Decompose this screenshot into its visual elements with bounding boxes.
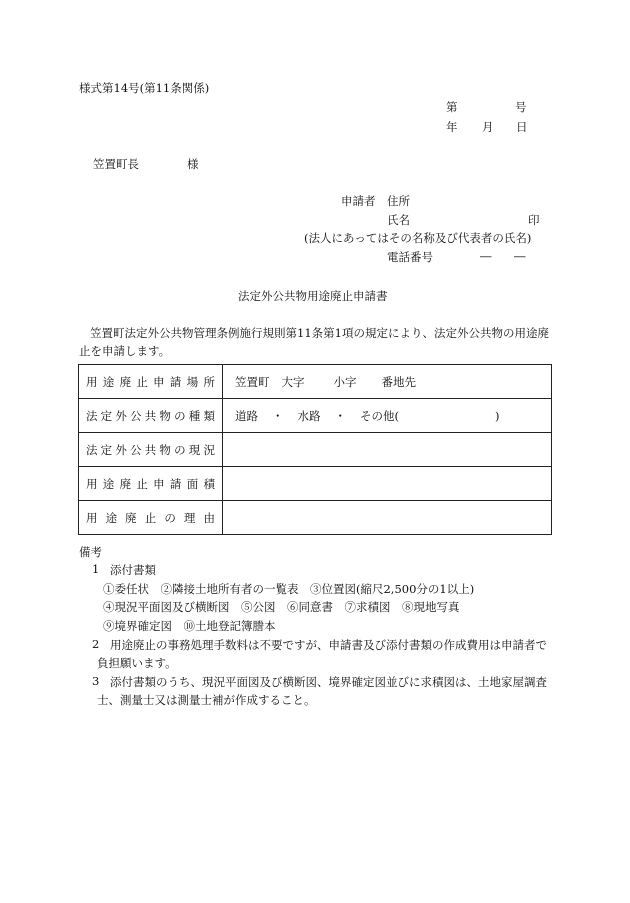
applicant-address-label: 住所 [387,194,410,208]
type-road: 道路 [235,408,258,423]
corporation-note: (法人にあってはその名称及び代表者の氏名) [304,231,532,245]
table-row-condition [79,433,552,467]
row-label: 用途廃止申請面積 [79,467,223,501]
condition-value [223,433,552,467]
location-banchi: 番地先 [381,374,416,389]
note-1-line-3: ⑨境界確定図 ⑩土地登記簿謄本 [103,619,276,633]
table-row-area [79,467,552,501]
area-value [223,467,552,501]
phone-dash-2: ― [514,249,526,263]
date-month: 月 [482,120,494,134]
phone-dash-1: ― [480,249,492,263]
body-line-1: 笠置町法定外公共物管理条例施行規則第11条第1項の規定により、法定外公共物の用途廃 [90,326,549,340]
table-row-reason [79,501,552,535]
type-water: 水路 [297,408,321,423]
note-2-number: 2 [92,637,100,651]
seal-mark: 印 [528,213,540,227]
location-town: 笠置町 [235,374,270,389]
location-value [223,365,552,399]
note-2-line-1: 用途廃止の事務処理手数料は不要ですが、申請書及び添付書類の作成費用は申請者で [110,638,547,652]
addressee-honorific: 様 [187,157,199,171]
row-label: 法定外公共物の種類 [79,399,223,433]
type-separator: ・ [272,408,284,423]
doc-number-dai: 第 [446,100,458,114]
row-label: 用途廃止申請場所 [79,365,223,399]
notes-title: 備考 [79,545,102,559]
note-3-line-1: 添付書類のうち、現況平面図及び横断図、境界確定図並びに求積図は、土地家屋調査 [110,675,547,689]
table-row-type [79,399,552,433]
application-table [78,364,552,535]
phone-label: 電話番号 [387,250,433,264]
note-3-line-2: 士、測量士又は測量士補が作成すること。 [97,693,316,707]
row-label: 法定外公共物の現況 [79,433,223,467]
date-year: 年 [446,120,458,134]
row-label: 用途廃止の理由 [79,501,223,535]
note-1-line-2: ④現況平面図及び横断図 ⑤公図 ⑥同意書 ⑦求積図 ⑧現地写真 [103,600,460,614]
type-separator: ・ [334,408,346,423]
note-1-line-1: ①委任状 ②隣接土地所有者の一覧表 ③位置図(縮尺2,500分の1以上) [103,582,475,596]
body-line-2: 止を申請します。 [79,344,171,358]
location-oaza: 大字 [281,374,305,389]
doc-number-go: 号 [515,100,527,114]
form-number: 様式第14号(第11条関係) [79,81,210,95]
type-other: その他( [360,408,399,423]
type-other-close: ) [495,408,500,423]
reason-value [223,501,552,535]
date-day: 日 [516,120,528,134]
note-1-number: 1 [92,562,100,576]
note-2-line-2: 負担願います。 [97,656,177,670]
applicant-name-label: 氏名 [387,213,410,227]
type-value [223,399,552,433]
addressee-name: 笠置町長 [93,157,139,171]
note-3-number: 3 [92,674,100,688]
document-title: 法定外公共物用途廃止申請書 [238,289,388,303]
applicant-label: 申請者 [341,194,376,208]
location-koaza: 小字 [333,374,357,389]
table-row-location [79,365,552,399]
note-1-text: 添付書類 [110,563,156,577]
